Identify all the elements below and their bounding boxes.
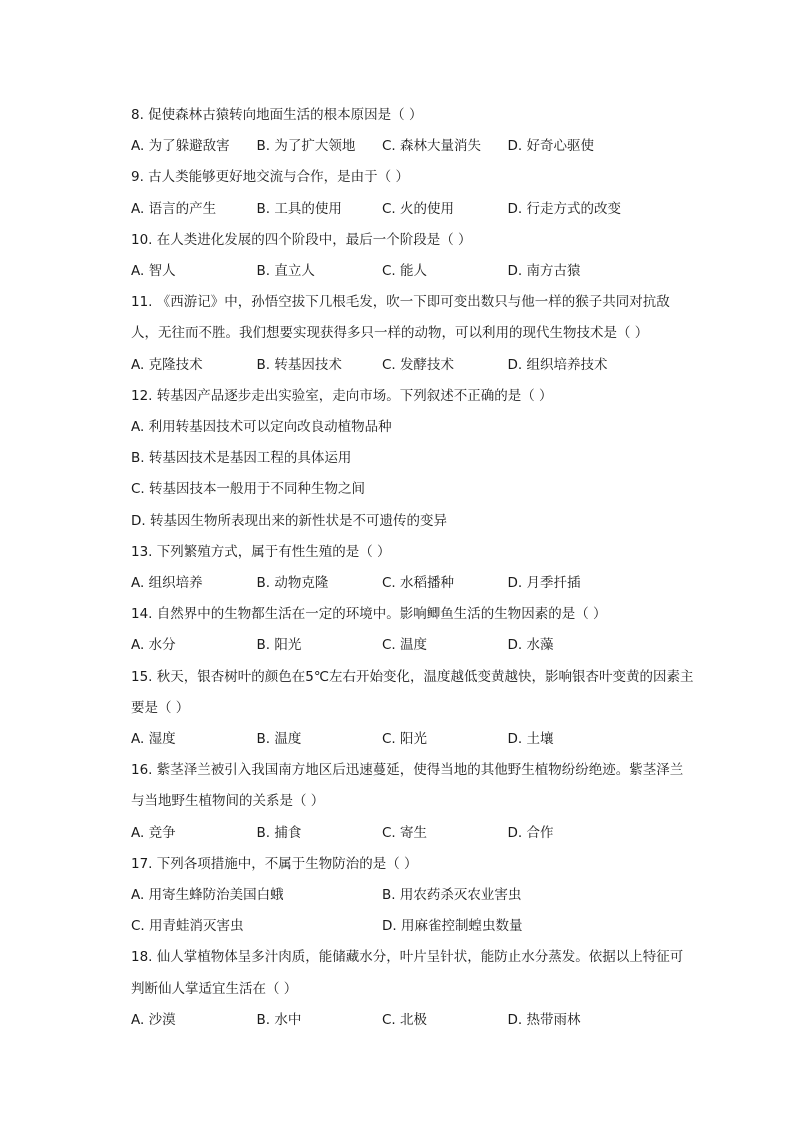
answer-option: A. 竞争 [131, 824, 176, 841]
question-stem: 12. 转基因产品逐步走出实验室，走向市场。下列叙述不正确的是（ ） [131, 387, 553, 404]
options-row [131, 194, 696, 225]
answer-option: A. 用寄生蜂防治美国白蛾 [131, 887, 284, 904]
answer-option: B. 用农药杀灭农业害虫 [382, 887, 522, 904]
options-row [131, 350, 696, 381]
answer-option: D. 转基因生物所表现出来的新性状是不可遗传的变异 [131, 512, 447, 529]
answer-option: A. 利用转基因技术可以定向改良动植物品种 [131, 419, 392, 436]
answer-option: C. 森林大量消失 [382, 138, 482, 155]
options-row [131, 1005, 696, 1036]
answer-option: D. 好奇心驱使 [507, 138, 594, 155]
answer-option: D. 南方古猿 [507, 263, 581, 280]
answer-option: B. 动物克隆 [256, 575, 329, 592]
options-row [131, 911, 696, 942]
answer-option: B. 转基因技术是基因工程的具体运用 [131, 450, 352, 467]
options-row [131, 131, 696, 162]
answer-option: C. 寄生 [382, 824, 428, 841]
answer-option: A. 语言的产生 [131, 200, 217, 217]
options-row [131, 256, 696, 287]
question-stem: 8. 促使森林古猿转向地面生活的根本原因是（ ） [131, 107, 423, 123]
question-block [131, 662, 696, 756]
question-block [131, 225, 696, 287]
answer-option: D. 土壤 [507, 731, 554, 748]
options-row [131, 724, 696, 755]
answer-option: B. 阳光 [256, 637, 302, 654]
answer-option: C. 火的使用 [382, 200, 455, 217]
answer-option: C. 阳光 [382, 731, 428, 748]
options-row [131, 568, 696, 599]
answer-option: D. 组织培养技术 [507, 356, 608, 373]
answer-option: A. 智人 [131, 263, 176, 280]
question-block [131, 849, 696, 943]
answer-option: C. 用青蛙消灭害虫 [131, 918, 244, 935]
question-stem: 16. 紫茎泽兰被引入我国南方地区后迅速蔓延，使得当地的其他野生植物纷纷绝迹。紫茎泽兰与当地野生植物间的关系是（ ） [131, 762, 684, 810]
question-block [131, 537, 696, 599]
answer-option: A. 水分 [131, 637, 176, 654]
question-block [131, 755, 696, 849]
answer-option: A. 组织培养 [131, 575, 203, 592]
answer-option: D. 行走方式的改变 [507, 200, 621, 217]
answer-option: B. 工具的使用 [256, 200, 342, 217]
question-stem: 17. 下列各项措施中，不属于生物防治的是（ ） [131, 855, 418, 872]
answer-option: D. 月季扦插 [507, 575, 581, 592]
answer-option: C. 转基因技本一般用于不同种生物之间 [131, 481, 366, 498]
answer-option: B. 转基因技术 [256, 356, 342, 373]
answer-option: C. 水稻播种 [382, 575, 455, 592]
question-list [131, 100, 696, 1036]
answer-option: A. 为了躲避敌害 [131, 138, 230, 155]
question-block [131, 942, 696, 1036]
answer-option: D. 用麻雀控制蝗虫数量 [382, 918, 523, 935]
question-block [131, 162, 696, 224]
answer-option: B. 温度 [256, 731, 302, 748]
answer-option: A. 沙漠 [131, 1011, 176, 1028]
question-stem: 14. 自然界中的生物都生活在一定的环境中。影响鲫鱼生活的生物因素的是（ ） [131, 606, 607, 623]
answer-option: A. 湿度 [131, 731, 176, 748]
answer-option: C. 发酵技术 [382, 356, 455, 373]
question-stem: 10. 在人类进化发展的四个阶段中，最后一个阶段是（ ） [131, 231, 472, 248]
answer-option: B. 捕食 [256, 824, 302, 841]
answer-option: C. 温度 [382, 637, 428, 654]
answer-option: B. 为了扩大领地 [256, 138, 356, 155]
question-stem: 13. 下列繁殖方式，属于有性生殖的是（ ） [131, 543, 391, 560]
question-stem: 11. 《西游记》中，孙悟空拔下几根毛发，吹一下即可变出数只与他一样的猴子共同对抗敌人，无往而不胜。我们想要实现获得多只一样的动物，可以利用的现代生物技术是（ ） [131, 294, 670, 342]
options-row [131, 818, 696, 849]
question-stem: 18. 仙人掌植物体呈多汁肉质，能储藏水分，叶片呈针状，能防止水分蒸发。依据以上特征可判断仙人掌适宜生活在（ ） [131, 949, 684, 997]
answer-option: C. 北极 [382, 1011, 428, 1028]
options-row [131, 880, 696, 911]
answer-option: C. 能人 [382, 263, 428, 280]
question-stem: 9. 古人类能够更好地交流与合作，是由于（ ） [131, 169, 409, 186]
question-stem: 15. 秋天，银杏树叶的颜色在5℃左右开始变化，温度越低变黄越快，影响银杏叶变黄的因素主要是（ ） [131, 668, 694, 716]
answer-option: D. 合作 [507, 824, 554, 841]
question-block [131, 599, 696, 661]
question-block [131, 287, 696, 381]
question-block [131, 100, 696, 162]
answer-option: B. 水中 [256, 1011, 302, 1028]
question-block [131, 381, 696, 537]
options-row [131, 630, 696, 661]
answer-option: D. 水藻 [507, 637, 554, 654]
answer-option: A. 克隆技术 [131, 356, 203, 373]
answer-option: B. 直立人 [256, 263, 315, 280]
answer-option: D. 热带雨林 [507, 1011, 581, 1028]
